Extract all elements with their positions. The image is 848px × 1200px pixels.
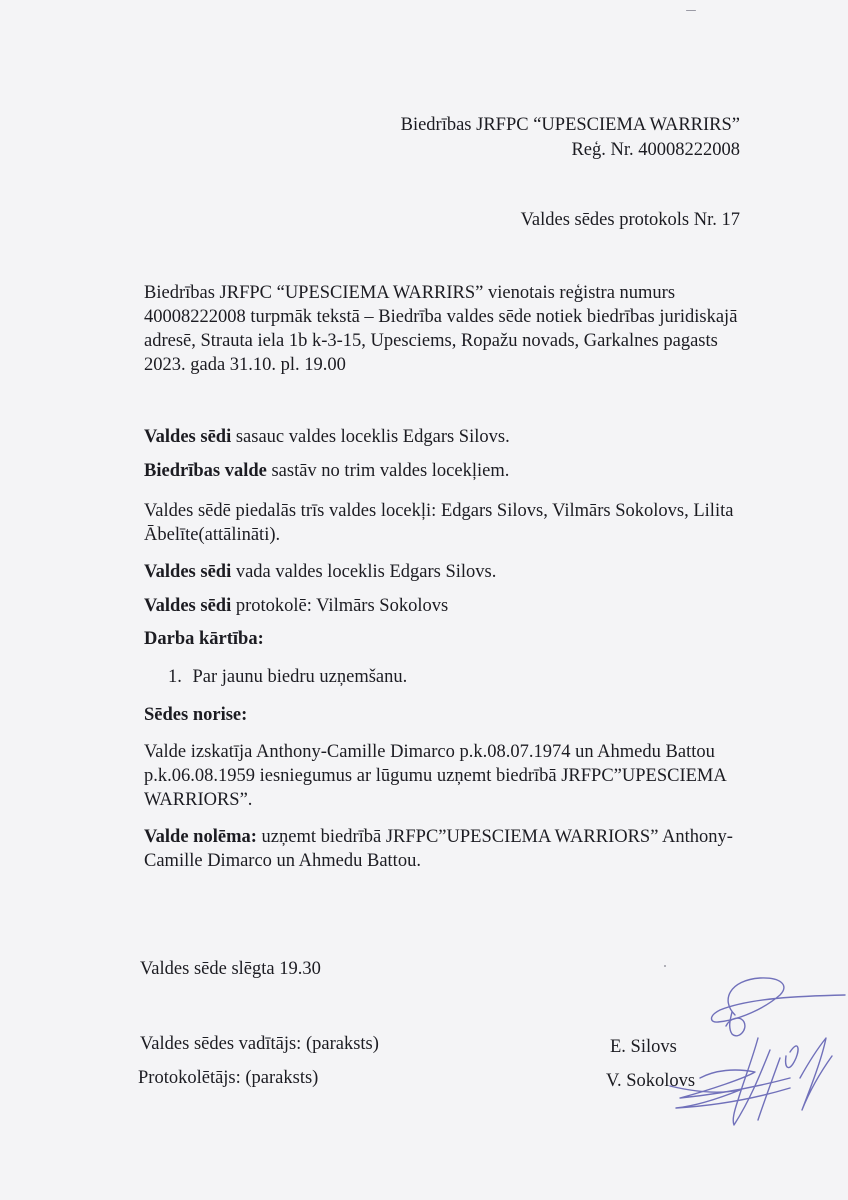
secretary-name: V. Sokolovs (606, 1071, 696, 1091)
agenda-item-text: Par jaunu biedru uzņemšanu. (192, 667, 408, 687)
paragraph-attendance: Valdes sēdē piedalās trīs valdes locekļi: Edgars Silovs, Vilmārs Sokolovs, Lilita Ābelīte(attālināti). (144, 501, 734, 545)
paragraph-minutes (144, 594, 744, 618)
paragraph-text: sasauc valdes loceklis Edgars Silovs. (231, 427, 510, 447)
protocol-title: Valdes sēdes protokols Nr. 17 (520, 210, 740, 230)
paper-speck (664, 965, 666, 967)
paragraph-text: sastāv no trim valdes locekļiem. (266, 461, 510, 481)
bold-term: Valdes sēdi (144, 596, 232, 616)
paragraph-board (144, 459, 744, 483)
bold-term: Valdes sēdi (144, 427, 232, 447)
paragraph-chair (144, 560, 744, 584)
agenda-item-number: 1. (168, 667, 182, 687)
decision-paragraph (144, 825, 744, 873)
org-name: Biedrības JRFPC “UPESCIEMA WARRIRS” (400, 115, 740, 135)
intro-paragraph: Biedrības JRFPC “UPESCIEMA WARRIRS” vienotais reģistra numurs 40008222008 turpmāk tekstā – Biedrība valdes sēde notiek biedrības juridiskajā adresē, Strauta iela 1b k-3-15, Upesciems, Ropažu novads, Garkalnes pagasts 2023. gada 31.10. pl. 19.00 (144, 283, 738, 375)
bold-term: Biedrības valde (144, 461, 267, 481)
paragraph-text: vada valdes loceklis Edgars Silovs. (231, 562, 497, 582)
bold-term: Valde nolēma: (144, 827, 257, 847)
proceedings-heading: Sēdes norise: (144, 705, 248, 725)
agenda-item (168, 665, 728, 689)
proceedings-paragraph: Valde izskatīja Anthony-Camille Dimarco p.k.08.07.1974 un Ahmedu Battou p.k.06.08.1959 iesniegumus ar lūgumu uzņemt biedrībā JRFPC”UPESCIEMA WARRIORS”. (144, 742, 726, 810)
chair-name: E. Silovs (610, 1037, 677, 1057)
agenda-heading: Darba kārtība: (144, 629, 264, 649)
chair-signature-label: Valdes sēdes vadītājs: (paraksts) (140, 1034, 379, 1054)
paragraph-text: protokolē: Vilmārs Sokolovs (231, 596, 449, 616)
registration-number: Reģ. Nr. 40008222008 (571, 140, 740, 160)
paragraph-convened (144, 425, 744, 449)
secretary-signature-label: Protokolētājs: (paraksts) (138, 1068, 319, 1088)
bold-term: Valdes sēdi (144, 562, 232, 582)
meeting-closed: Valdes sēde slēgta 19.30 (140, 959, 321, 979)
paragraph-text: uzņemt biedrībā JRFPC”UPESCIEMA WARRIORS” Anthony-Camille Dimarco un Ahmedu Battou. (144, 827, 733, 871)
paper-speck (686, 10, 696, 11)
signature-icon (640, 960, 848, 1160)
